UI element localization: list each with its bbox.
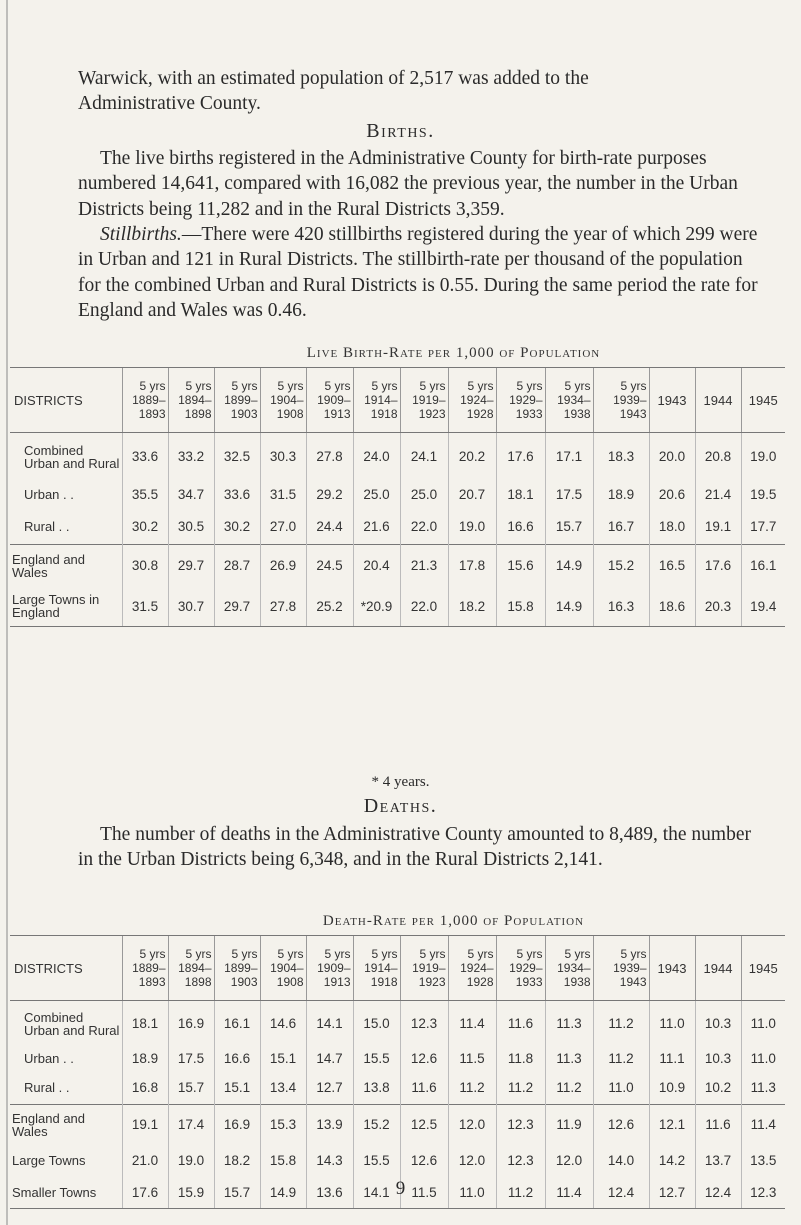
table-cell: *20.9 — [353, 587, 400, 627]
column-header-line: 1898 — [184, 407, 212, 421]
row-label: Rural . . — [24, 518, 70, 534]
districts-header: DISTRICTS — [10, 368, 122, 433]
table-cell: 11.2 — [593, 1001, 649, 1047]
column-header-line: 1929– — [509, 393, 543, 407]
column-header-line: 1924– — [460, 393, 494, 407]
column-header-line: 5 yrs — [516, 379, 543, 393]
table-cell: 11.6 — [496, 1001, 545, 1047]
table-cell: 18.1 — [496, 481, 545, 509]
column-header-line: 1903 — [230, 975, 258, 989]
table-cell: 12.4 — [695, 1177, 741, 1209]
table-cell: 18.9 — [593, 481, 649, 509]
table-cell: 35.5 — [122, 481, 168, 509]
column-header-line: 1943 — [619, 407, 647, 421]
intro-line-1: Warwick, with an estimated population of 2,517 was added to the — [78, 68, 589, 89]
table-cell: 31.5 — [122, 587, 168, 627]
table-cell: 25.0 — [353, 481, 400, 509]
deaths-paragraph — [78, 822, 758, 873]
column-header-line: 1918 — [370, 407, 398, 421]
table-cell: 12.7 — [649, 1177, 695, 1209]
table-cell: 19.0 — [448, 509, 496, 545]
column-header — [122, 936, 168, 1001]
column-header-line: 5 yrs — [620, 379, 647, 393]
table-cell: 14.0 — [593, 1145, 649, 1177]
column-header-line: 5 yrs — [564, 947, 591, 961]
table-cell: 28.7 — [214, 545, 260, 587]
table-cell: 18.0 — [649, 509, 695, 545]
column-header-line: 1913 — [323, 407, 351, 421]
table-cell: 12.6 — [593, 1105, 649, 1145]
table-cell: 11.2 — [593, 1047, 649, 1071]
column-header-line: 5 yrs — [467, 947, 494, 961]
row-label: Large Towns in England — [10, 587, 122, 627]
column-header-line: 1909– — [317, 961, 351, 975]
table-cell: 11.3 — [545, 1001, 593, 1047]
column-header — [695, 368, 741, 433]
column-header-line: 5 yrs — [139, 379, 166, 393]
column-header — [353, 936, 400, 1001]
table-cell: 20.3 — [695, 587, 741, 627]
table-cell: 11.0 — [649, 1001, 695, 1047]
table-cell: 26.9 — [260, 545, 306, 587]
column-header-line: 5 yrs — [371, 947, 398, 961]
column-header-line: 5 yrs — [516, 947, 543, 961]
table-cell: 16.6 — [214, 1047, 260, 1071]
column-header — [496, 936, 545, 1001]
table-cell: 16.6 — [496, 509, 545, 545]
table-cell: 11.2 — [496, 1071, 545, 1105]
table-cell: 18.1 — [122, 1001, 168, 1047]
birth-rate-table — [10, 339, 785, 627]
table-cell: 11.3 — [545, 1047, 593, 1071]
table-cell: 30.2 — [122, 509, 168, 545]
table-cell: 15.9 — [168, 1177, 214, 1209]
table-cell: 13.8 — [353, 1071, 400, 1105]
table-cell: 33.2 — [168, 433, 214, 481]
table-cell: 11.4 — [741, 1105, 785, 1145]
table-row — [10, 509, 785, 545]
table-cell: 14.9 — [260, 1177, 306, 1209]
column-header-line: 1945 — [748, 392, 778, 408]
table-cell: 12.0 — [448, 1145, 496, 1177]
table-cell: 33.6 — [122, 433, 168, 481]
table-cell: 11.6 — [400, 1071, 448, 1105]
row-label: Urban . . — [24, 487, 74, 502]
table-cell: 14.3 — [306, 1145, 353, 1177]
column-header — [122, 368, 168, 433]
table-cell: 15.1 — [260, 1047, 306, 1071]
table-cell: 16.7 — [593, 509, 649, 545]
column-header — [448, 936, 496, 1001]
births-heading: Births. — [366, 120, 435, 142]
table-cell: 13.9 — [306, 1105, 353, 1145]
column-header-line: 1909– — [317, 393, 351, 407]
table-cell: 11.9 — [545, 1105, 593, 1145]
column-header-line: 1934– — [557, 961, 591, 975]
table-cell: 12.7 — [306, 1071, 353, 1105]
column-header-line: 1898 — [184, 975, 212, 989]
column-header-line: 1903 — [230, 407, 258, 421]
table-cell: 16.1 — [214, 1001, 260, 1047]
table-cell: 11.0 — [741, 1001, 785, 1047]
column-header — [306, 368, 353, 433]
table-cell: 16.9 — [168, 1001, 214, 1047]
column-header-line: 5 yrs — [419, 947, 446, 961]
stillbirths-text: —There were 420 stillbirths registered during the year of which 299 were in Urban and 121 in Rural Districts. The stillbirth-rate per thousand of the population for the combined Urban and Rural Districts is 0.55. During the same period the rate for England and Wales was 0.46. — [78, 224, 758, 321]
table-cell: 12.6 — [400, 1047, 448, 1071]
table-cell: 30.5 — [168, 509, 214, 545]
column-header-line: 5 yrs — [324, 947, 351, 961]
table-cell: 15.8 — [496, 587, 545, 627]
column-header-line: 5 yrs — [419, 379, 446, 393]
table-cell: 15.1 — [214, 1071, 260, 1105]
table-cell: 16.5 — [649, 545, 695, 587]
column-header — [400, 936, 448, 1001]
column-header — [260, 368, 306, 433]
table-cell: 12.1 — [649, 1105, 695, 1145]
table-cell: 29.7 — [214, 587, 260, 627]
table-cell: 18.2 — [448, 587, 496, 627]
column-header-line: 1918 — [370, 975, 398, 989]
row-label: Smaller Towns — [10, 1177, 122, 1209]
column-header-line: 1904– — [270, 393, 304, 407]
column-header-line: 1913 — [323, 975, 351, 989]
column-header-line: 1943 — [657, 960, 687, 976]
table-cell: 11.3 — [741, 1071, 785, 1105]
table-cell: 18.9 — [122, 1047, 168, 1071]
table-cell: 12.3 — [496, 1105, 545, 1145]
column-header-line: 1924– — [460, 961, 494, 975]
column-header-line: 5 yrs — [277, 947, 304, 961]
table-cell: 15.6 — [496, 545, 545, 587]
table-cell: 19.0 — [741, 433, 785, 481]
table-cell: 22.0 — [400, 587, 448, 627]
table-cell: 20.0 — [649, 433, 695, 481]
column-header-line: 1919– — [412, 393, 446, 407]
table-cell: 17.5 — [168, 1047, 214, 1071]
table-cell: 17.4 — [168, 1105, 214, 1145]
column-header — [649, 936, 695, 1001]
table-cell: 13.4 — [260, 1071, 306, 1105]
districts-header: DISTRICTS — [10, 936, 122, 1001]
table-cell: 13.5 — [741, 1145, 785, 1177]
column-header-line: 1944 — [703, 960, 733, 976]
table-cell: 11.6 — [695, 1105, 741, 1145]
table-cell: 17.1 — [545, 433, 593, 481]
column-header-line: 5 yrs — [185, 379, 212, 393]
column-header — [260, 936, 306, 1001]
table-cell: 11.0 — [593, 1071, 649, 1105]
table-cell: 11.4 — [545, 1177, 593, 1209]
table-cell: 30.3 — [260, 433, 306, 481]
table-cell: 25.0 — [400, 481, 448, 509]
table-cell: 14.9 — [545, 545, 593, 587]
table-cell: 11.1 — [649, 1047, 695, 1071]
table-cell: 15.3 — [260, 1105, 306, 1145]
table-cell: 12.6 — [400, 1145, 448, 1177]
births-paragraph — [78, 146, 758, 222]
table-cell: 16.8 — [122, 1071, 168, 1105]
table-cell: 20.4 — [353, 545, 400, 587]
deaths-text: The number of deaths in the Administrative County amounted to 8,489, the number in the Urban Districts being 6,348, and in the Rural Districts 2,141. — [78, 824, 751, 871]
table-row — [10, 1145, 785, 1177]
table-row — [10, 1047, 785, 1071]
column-header — [306, 936, 353, 1001]
column-header-line: 1908 — [276, 407, 304, 421]
column-header — [741, 936, 785, 1001]
table-cell: 32.5 — [214, 433, 260, 481]
table-cell: 19.1 — [695, 509, 741, 545]
table-cell: 25.2 — [306, 587, 353, 627]
column-header-line: 1889– — [132, 393, 166, 407]
column-header-line: 5 yrs — [231, 947, 258, 961]
column-header-line: 5 yrs — [467, 379, 494, 393]
table-cell: 15.0 — [353, 1001, 400, 1047]
table-row — [10, 433, 785, 481]
table-cell: 24.4 — [306, 509, 353, 545]
table-cell: 24.5 — [306, 545, 353, 587]
table-cell: 20.6 — [649, 481, 695, 509]
table-cell: 30.2 — [214, 509, 260, 545]
table-cell: 27.0 — [260, 509, 306, 545]
row-label: Large Towns — [12, 1153, 86, 1168]
table-cell: 19.5 — [741, 481, 785, 509]
table-cell: 15.2 — [593, 545, 649, 587]
column-header-line: 1893 — [138, 407, 166, 421]
table-cell: 16.9 — [214, 1105, 260, 1145]
death-table-caption: Death-Rate per 1,000 of Population — [322, 912, 585, 929]
table-cell: 17.7 — [741, 509, 785, 545]
table-cell: 10.3 — [695, 1001, 741, 1047]
table-cell: 10.2 — [695, 1071, 741, 1105]
column-header — [593, 368, 649, 433]
table-cell: 19.1 — [122, 1105, 168, 1145]
column-header-line: 1938 — [563, 407, 591, 421]
column-header — [168, 936, 214, 1001]
table-cell: 24.0 — [353, 433, 400, 481]
table-cell: 19.0 — [168, 1145, 214, 1177]
column-header — [545, 368, 593, 433]
column-header-line: 1928 — [466, 407, 494, 421]
column-header — [448, 368, 496, 433]
table-row — [10, 587, 785, 627]
column-header-line: 1928 — [466, 975, 494, 989]
column-header-line: 1914– — [364, 393, 398, 407]
table-cell: 34.7 — [168, 481, 214, 509]
table-cell: 21.4 — [695, 481, 741, 509]
table-cell: 14.7 — [306, 1047, 353, 1071]
table-cell: 19.4 — [741, 587, 785, 627]
table-cell: 18.3 — [593, 433, 649, 481]
table-cell: 14.9 — [545, 587, 593, 627]
column-header-line: 5 yrs — [139, 947, 166, 961]
table-cell: 11.2 — [545, 1071, 593, 1105]
table-cell: 22.0 — [400, 509, 448, 545]
row-label: Combined Urban and Rural — [24, 442, 120, 471]
table-cell: 24.1 — [400, 433, 448, 481]
column-header-line: 5 yrs — [324, 379, 351, 393]
table-cell: 15.7 — [168, 1071, 214, 1105]
column-header-line: 1914– — [364, 961, 398, 975]
table-cell: 20.8 — [695, 433, 741, 481]
table-cell: 12.0 — [448, 1105, 496, 1145]
table-cell: 12.4 — [593, 1177, 649, 1209]
table-cell: 11.0 — [741, 1047, 785, 1071]
column-header-line: 5 yrs — [371, 379, 398, 393]
table-cell: 12.3 — [496, 1145, 545, 1177]
column-header-line: 1899– — [224, 393, 258, 407]
column-header-line: 1943 — [619, 975, 647, 989]
table-cell: 15.8 — [260, 1145, 306, 1177]
table-cell: 29.7 — [168, 545, 214, 587]
table-cell: 10.9 — [649, 1071, 695, 1105]
table-cell: 11.5 — [448, 1047, 496, 1071]
column-header-line: 1943 — [657, 392, 687, 408]
column-header-line: 1929– — [509, 961, 543, 975]
intro-paragraph — [78, 66, 758, 117]
column-header-line: 5 yrs — [231, 379, 258, 393]
column-header-line: 1889– — [132, 961, 166, 975]
table-cell: 15.7 — [545, 509, 593, 545]
table-cell: 12.5 — [400, 1105, 448, 1145]
table-cell: 27.8 — [260, 587, 306, 627]
column-header-line: 1899– — [224, 961, 258, 975]
column-header-line: 1938 — [563, 975, 591, 989]
column-header — [741, 368, 785, 433]
table-cell: 11.8 — [496, 1047, 545, 1071]
column-header-line: 1923 — [418, 975, 446, 989]
column-header — [695, 936, 741, 1001]
page-number: 9 — [395, 1178, 406, 1199]
column-header-line: 1904– — [270, 961, 304, 975]
table-cell: 10.3 — [695, 1047, 741, 1071]
table-cell: 21.6 — [353, 509, 400, 545]
column-header — [496, 368, 545, 433]
column-header-line: 1894– — [178, 961, 212, 975]
table-cell: 18.6 — [649, 587, 695, 627]
table-cell: 17.6 — [122, 1177, 168, 1209]
table-cell: 21.0 — [122, 1145, 168, 1177]
table-cell: 12.0 — [545, 1145, 593, 1177]
table-cell: 20.2 — [448, 433, 496, 481]
column-header — [168, 368, 214, 433]
table-cell: 11.5 — [400, 1177, 448, 1209]
stillbirths-paragraph — [78, 222, 758, 323]
table-cell: 30.8 — [122, 545, 168, 587]
table-cell: 11.0 — [448, 1177, 496, 1209]
table-cell: 15.5 — [353, 1047, 400, 1071]
column-header-line: 1939– — [613, 961, 647, 975]
table-cell: 18.2 — [214, 1145, 260, 1177]
table-cell: 14.2 — [649, 1145, 695, 1177]
table-cell: 17.6 — [496, 433, 545, 481]
table-cell: 17.5 — [545, 481, 593, 509]
column-header-line: 1894– — [178, 393, 212, 407]
column-header-line: 1908 — [276, 975, 304, 989]
table-cell: 11.4 — [448, 1001, 496, 1047]
table-cell: 11.2 — [496, 1177, 545, 1209]
births-text: The live births registered in the Administrative County for birth-rate purposes numbered 14,641, compared with 16,082 the previous year, the number in the Urban Districts being 11,282 and in the Rural Districts 3,359. — [78, 148, 738, 220]
table-cell: 12.3 — [400, 1001, 448, 1047]
table-cell: 14.1 — [353, 1177, 400, 1209]
table-cell: 17.6 — [695, 545, 741, 587]
column-header-line: 1934– — [557, 393, 591, 407]
table-cell: 17.8 — [448, 545, 496, 587]
column-header-line: 1944 — [703, 392, 733, 408]
column-header-line: 5 yrs — [277, 379, 304, 393]
row-label: England and Wales — [10, 545, 122, 587]
deaths-heading: Deaths. — [363, 795, 438, 817]
table-row — [10, 481, 785, 509]
column-header — [593, 936, 649, 1001]
column-header — [214, 936, 260, 1001]
table-cell: 14.6 — [260, 1001, 306, 1047]
table-cell: 15.5 — [353, 1145, 400, 1177]
column-header-line: 1933 — [515, 407, 543, 421]
table-cell: 16.3 — [593, 587, 649, 627]
table-cell: 29.2 — [306, 481, 353, 509]
table-cell: 13.6 — [306, 1177, 353, 1209]
intro-line-2: Administrative County. — [78, 93, 261, 115]
table-row — [10, 545, 785, 587]
column-header-line: 1939– — [613, 393, 647, 407]
column-header-line: 1945 — [748, 960, 778, 976]
table-row — [10, 1001, 785, 1047]
column-header-line: 1933 — [515, 975, 543, 989]
table-cell: 21.3 — [400, 545, 448, 587]
column-header-line: 5 yrs — [185, 947, 212, 961]
table-cell: 20.7 — [448, 481, 496, 509]
row-label: Rural . . — [24, 1079, 70, 1095]
table-cell: 27.8 — [306, 433, 353, 481]
table-cell: 31.5 — [260, 481, 306, 509]
stillbirths-label: Stillbirths. — [100, 224, 182, 245]
column-header — [400, 368, 448, 433]
table-cell: 12.3 — [741, 1177, 785, 1209]
column-header — [545, 936, 593, 1001]
birth-table-footnote: * 4 years. — [371, 774, 430, 790]
row-label: Combined Urban and Rural — [24, 1009, 120, 1038]
page-edge-rule — [6, 0, 8, 1225]
table-cell: 11.2 — [448, 1071, 496, 1105]
column-header — [649, 368, 695, 433]
row-label: England and Wales — [10, 1105, 122, 1145]
column-header — [214, 368, 260, 433]
table-cell: 15.7 — [214, 1177, 260, 1209]
table-cell: 30.7 — [168, 587, 214, 627]
column-header-line: 5 yrs — [564, 379, 591, 393]
table-cell: 16.1 — [741, 545, 785, 587]
column-header-line: 1893 — [138, 975, 166, 989]
birth-table-caption: Live Birth-Rate per 1,000 of Population — [306, 344, 601, 361]
column-header-line: 1923 — [418, 407, 446, 421]
column-header-line: 1919– — [412, 961, 446, 975]
row-label: Urban . . — [24, 1051, 74, 1066]
table-row — [10, 1071, 785, 1105]
death-rate-table — [10, 907, 785, 1209]
column-header-line: 5 yrs — [620, 947, 647, 961]
column-header — [353, 368, 400, 433]
table-cell: 13.7 — [695, 1145, 741, 1177]
table-cell: 33.6 — [214, 481, 260, 509]
table-cell: 14.1 — [306, 1001, 353, 1047]
table-cell: 15.2 — [353, 1105, 400, 1145]
table-row — [10, 1105, 785, 1145]
